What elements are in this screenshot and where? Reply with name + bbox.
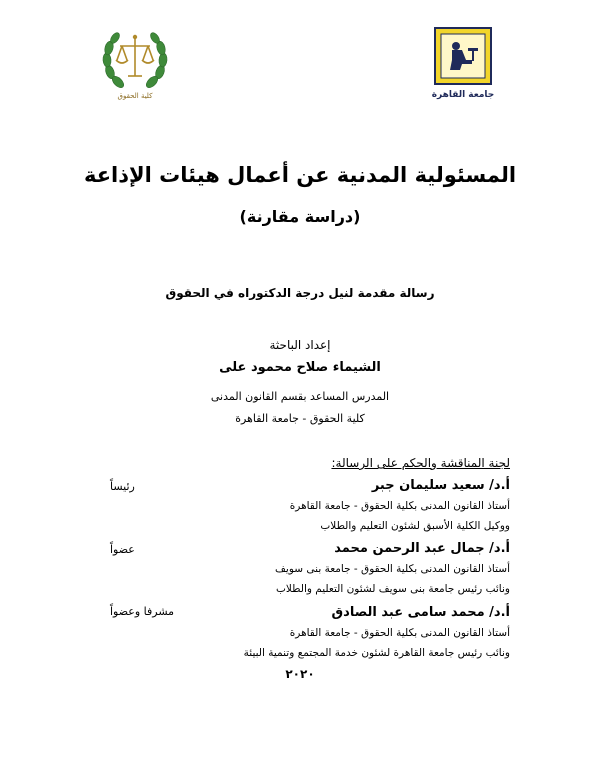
faculty-logo-caption: كلية الحقوق [117,92,153,100]
thesis-title: المسئولية المدنية عن أعمال هيئات الإذاعة [83,163,517,187]
member-line: أستاذ القانون المدنى بكلية الحقوق - جامعة القاهرة [289,500,510,512]
faculty-of-law-logo [98,24,172,104]
member-name: أ.د/ سعيد سليمان جبر [371,478,510,493]
member-role: عضواً [110,543,135,556]
member-role: مشرفا وعضواً [110,605,175,618]
researcher-name: الشيماء صلاح محمود على [219,360,381,375]
member-line: أستاذ القانون المدنى بكلية الحقوق - جامعة بنى سويف [275,563,510,575]
prepared-by-label: إعداد الباحثة [269,338,331,352]
researcher-faculty: كلية الحقوق - جامعة القاهرة [235,412,365,425]
member-name: أ.د/ محمد سامى عبد الصادق [331,605,510,620]
member-line: ونائب رئيس جامعة بنى سويف لشئون التعليم والطلاب [275,583,510,595]
member-line: أستاذ القانون المدنى بكلية الحقوق - جامعة القاهرة [289,627,510,639]
researcher-position: المدرس المساعد بقسم القانون المدنى [210,390,390,403]
committee-heading: لجنة المناقشة والحكم على الرسالة: [331,456,510,470]
year: ٢٠٢٠ [285,667,315,681]
member-line: ووكيل الكلية الأسبق لشئون التعليم والطلاب [320,520,510,532]
cairo-university-logo [432,26,494,102]
thesis-subtitle: (دراسة مقارنة) [239,207,361,226]
thesis-purpose: رسالة مقدمة لنيل درجة الدكتوراه في الحقوق [165,286,435,300]
member-line: ونائب رئيس جامعة القاهرة لشئون خدمة المجتمع وتنمية البيئة [243,647,510,659]
university-logo-caption: جامعة القاهرة [432,90,494,100]
member-name: أ.د/ جمال عبد الرحمن محمد [334,541,510,556]
member-role: رئيساً [110,480,135,493]
